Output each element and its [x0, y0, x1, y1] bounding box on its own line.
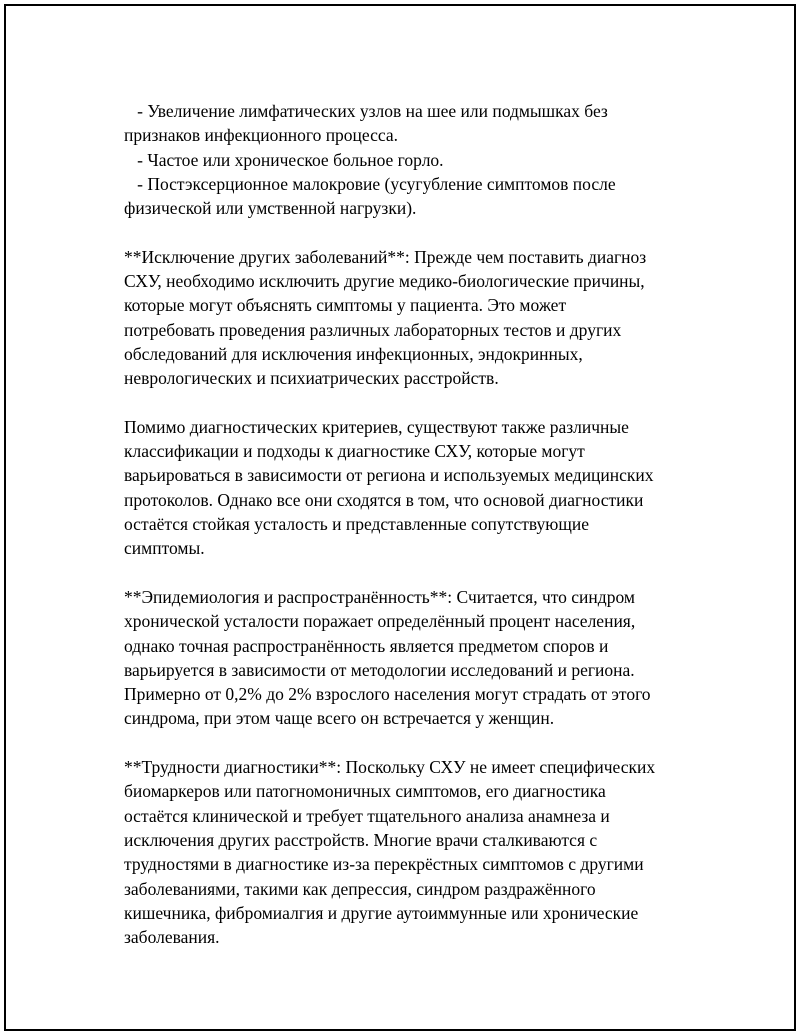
- text-line: классификации и подходы к диагностике СХУ, которые могут: [124, 441, 585, 462]
- text-line: - Постэксерционное малокровие (усугубление симптомов после: [124, 173, 616, 194]
- text-line: признаков инфекционного процесса.: [124, 125, 399, 146]
- text-line: остаётся стойкая усталость и представленные сопутствующие: [124, 514, 589, 535]
- symptom-list-continued: [124, 99, 704, 220]
- text-line: хронической усталости поражает определённый процент населения,: [124, 611, 636, 632]
- text-line: заболевания.: [124, 927, 220, 948]
- text-line: остаётся клинической и требует тщательного анализа анамнеза и: [124, 805, 610, 826]
- text-line: симптомы.: [124, 538, 205, 559]
- text-line: однако точная распространённость является предметом споров и: [124, 635, 609, 656]
- epidemiology-paragraph: [124, 585, 704, 731]
- text-line: трудностями в диагностике из-за перекрёстных симптомов с другими: [124, 854, 644, 875]
- page-content: [124, 99, 704, 974]
- text-line: СХУ, необходимо исключить другие медико-биологические причины,: [124, 271, 645, 292]
- text-line: **Эпидемиология и распространённость**: Считается, что синдром: [124, 586, 635, 607]
- text-line: биомаркеров или патогномоничных симптомов, его диагностика: [124, 781, 606, 802]
- page-frame: [4, 4, 796, 1031]
- text-line: которые могут объяснять симптомы у пациента. Это может: [124, 295, 567, 316]
- exclusion-paragraph: [124, 245, 704, 391]
- text-line: Помимо диагностических критериев, существуют также различные: [124, 416, 629, 437]
- text-line: - Частое или хроническое больное горло.: [124, 149, 444, 170]
- text-line: протоколов. Однако все они сходятся в том, что основой диагностики: [124, 489, 644, 510]
- text-line: **Трудности диагностики**: Поскольку СХУ не имеет специфических: [124, 757, 656, 778]
- text-line: исключения других расстройств. Многие врачи сталкиваются с: [124, 829, 598, 850]
- text-line: синдрома, при этом чаще всего он встречается у женщин.: [124, 708, 555, 729]
- text-line: варьироваться в зависимости от региона и используемых медицинских: [124, 465, 654, 486]
- text-line: - Увеличение лимфатических узлов на шее или подмышках без: [124, 101, 608, 121]
- text-line: Примерно от 0,2% до 2% взрослого населения могут страдать от этого: [124, 684, 651, 705]
- diagnostic-difficulties-paragraph: [124, 755, 704, 949]
- text-line: варьируется в зависимости от методологии исследований и региона.: [124, 659, 635, 680]
- text-line: заболеваниями, такими как депрессия, синдром раздражённого: [124, 878, 596, 899]
- text-line: потребовать проведения различных лабораторных тестов и других: [124, 319, 622, 340]
- classification-paragraph: [124, 415, 704, 561]
- text-line: обследований для исключения инфекционных, эндокринных,: [124, 343, 583, 364]
- text-line: кишечника, фибромиалгия и другие аутоиммунные или хронические: [124, 902, 639, 923]
- text-line: физической или умственной нагрузки).: [124, 198, 417, 219]
- text-line: неврологических и психиатрических расстройств.: [124, 368, 499, 389]
- text-line: **Исключение других заболеваний**: Прежде чем поставить диагноз: [124, 246, 647, 267]
